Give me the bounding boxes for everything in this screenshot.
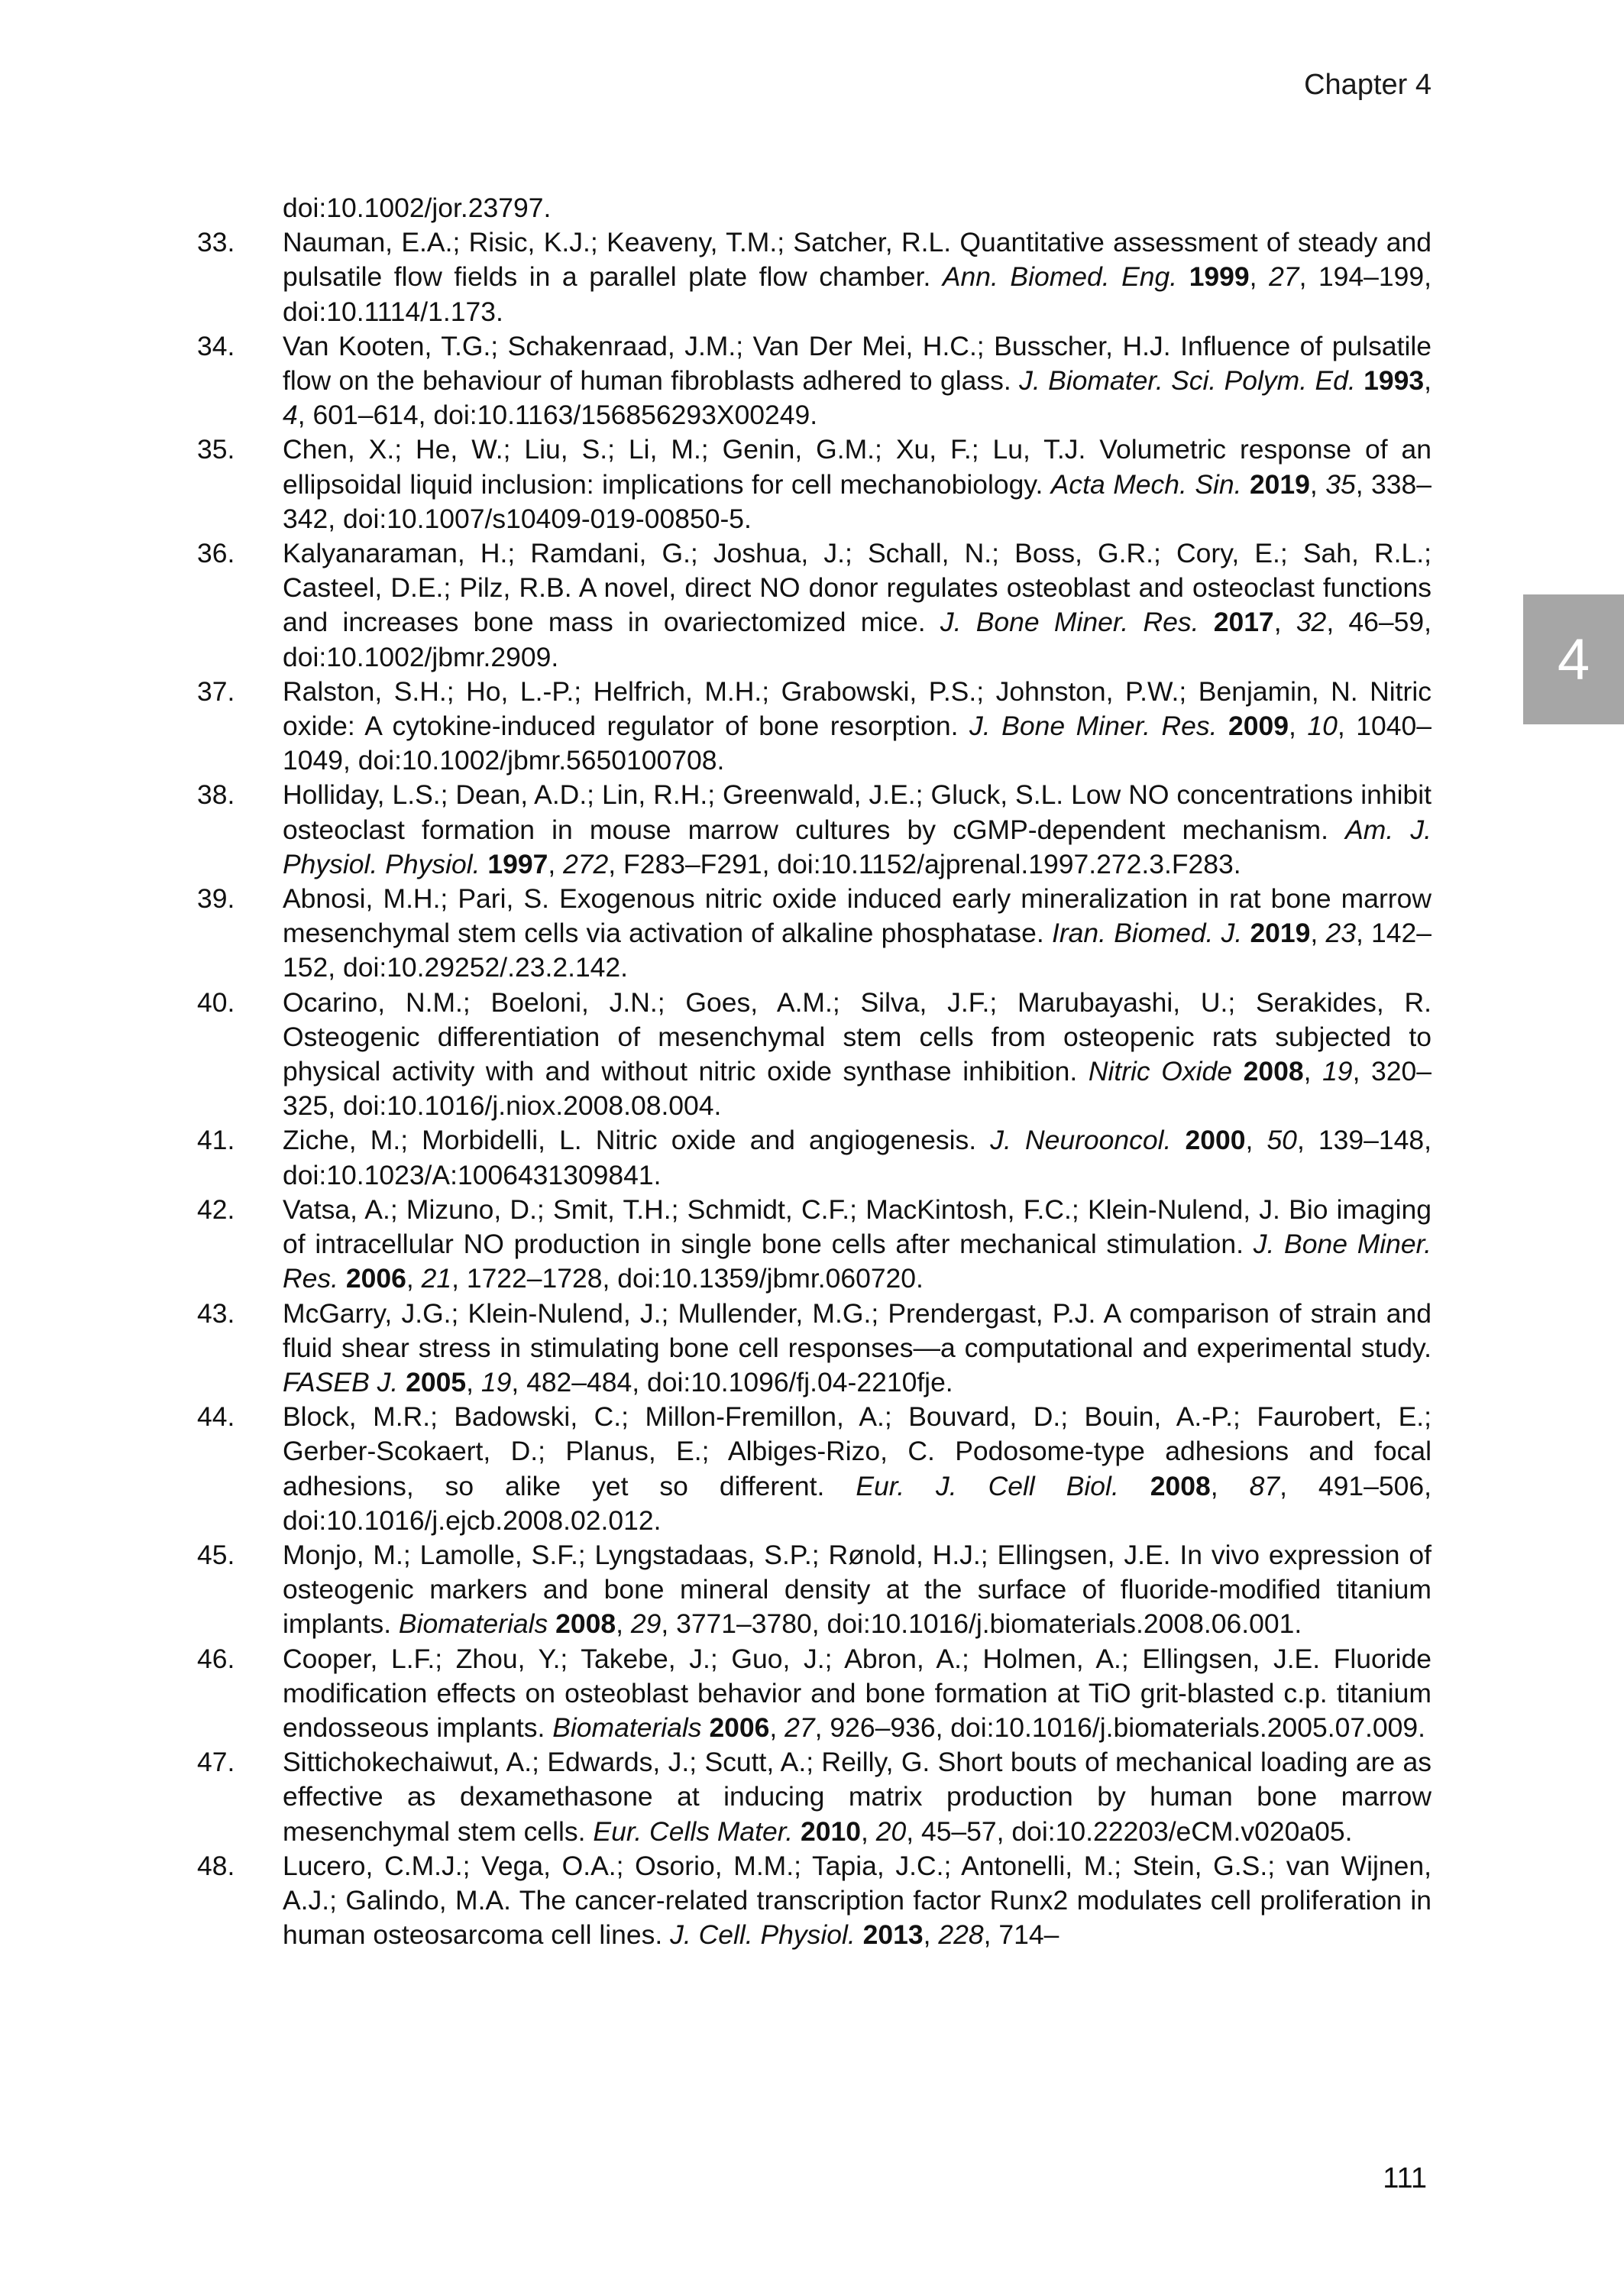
reference-item xyxy=(197,536,1432,675)
reference-segment xyxy=(793,1816,801,1847)
reference-number: 48. xyxy=(197,1850,235,1881)
reference-segment xyxy=(702,1712,710,1743)
reference-item xyxy=(197,1538,1432,1642)
reference-segment: Holliday, L.S.; Dean, A.D.; Lin, R.H.; Greenwald, J.E.; Gluck, S.L. Low NO concentrations inhibit osteoclast formation in mouse marrow cultures by cGMP-dependent mechanism. xyxy=(283,779,1432,845)
reference-segment xyxy=(1232,1056,1244,1087)
reference-segment: , 142–152, doi:10.29252/.23.2.142. xyxy=(283,918,1432,983)
reference-item xyxy=(197,1849,1432,1953)
reference-item xyxy=(197,1400,1432,1538)
reference-text xyxy=(283,778,1432,882)
reference-segment xyxy=(548,1608,555,1639)
reference-number: 33. xyxy=(197,227,235,258)
running-head-chapter: Chapter 4 xyxy=(1304,69,1432,101)
reference-journal: J. Neurooncol. xyxy=(990,1125,1172,1156)
reference-year: 1999 xyxy=(1189,261,1250,293)
reference-journal: 35 xyxy=(1325,468,1356,500)
reference-segment: , 714– xyxy=(983,1919,1059,1951)
reference-segment: , 320–325, doi:10.1016/j.niox.2008.08.004. xyxy=(283,1056,1432,1122)
reference-journal: Eur. Cells Mater. xyxy=(593,1815,794,1847)
reference-segment xyxy=(1217,711,1228,741)
reference-item xyxy=(197,986,1432,1124)
reference-number: 42. xyxy=(197,1193,235,1225)
reference-number: 40. xyxy=(197,986,235,1018)
reference-segment: , 482–484, doi:10.1096/fj.04-2210fje. xyxy=(511,1366,953,1397)
reference-text xyxy=(283,1193,1432,1297)
reference-text xyxy=(283,432,1432,536)
reference-segment: Ralston, S.H.; Ho, L.-P.; Helfrich, M.H.; Grabowski, P.S.; Johnston, P.W.; Benjamin, N. Nitric oxide: A cytokine-induced regulator of bone resorption. xyxy=(283,675,1432,742)
reference-number: 45. xyxy=(197,1539,235,1570)
reference-segment: Ziche, M.; Morbidelli, L. Nitric oxide and angiogenesis. xyxy=(283,1125,991,1156)
reference-segment: , xyxy=(1249,261,1270,293)
reference-journal: 228 xyxy=(938,1919,984,1951)
reference-segment: Monjo, M.; Lamolle, S.F.; Lyngstadaas, S.P.; Rønold, H.J.; Ellingsen, J.E. In vivo expression of osteogenic markers and bone mineral density at the surface of fluoride-modified titanium implants. xyxy=(283,1539,1432,1640)
reference-segment: Sittichokechaiwut, A.; Edwards, J.; Scutt, A.; Reilly, G. Short bouts of mechanical loading are as effective as dexamethasone at inducing matrix production by human bone marrow mesenchymal stem cells. xyxy=(283,1747,1432,1847)
reference-year: 2010 xyxy=(801,1815,861,1847)
reference-segment: , xyxy=(1303,1056,1323,1087)
reference-item xyxy=(197,191,1432,225)
reference-number: 39. xyxy=(197,883,235,915)
reference-journal: 21 xyxy=(421,1263,452,1294)
reference-segment: , F283–F291, doi:10.1152/ajprenal.1997.272.3.F283. xyxy=(608,848,1241,879)
reference-year: 1997 xyxy=(487,848,548,879)
reference-segment: , xyxy=(1288,711,1308,742)
reference-segment: doi:10.1002/jor.23797. xyxy=(283,193,552,223)
reference-segment xyxy=(856,1919,863,1950)
reference-segment xyxy=(1171,1125,1185,1155)
reference-journal: 27 xyxy=(785,1712,815,1743)
reference-journal: Eur. J. Cell Biol. xyxy=(856,1470,1119,1501)
reference-segment xyxy=(398,1367,406,1397)
reference-text xyxy=(283,536,1432,675)
reference-segment: , 338–342, doi:10.1007/s10409-019-00850-5. xyxy=(283,468,1432,534)
reference-text xyxy=(283,675,1432,779)
reference-year: 2013 xyxy=(862,1919,924,1951)
reference-segment: Cooper, L.F.; Zhou, Y.; Takebe, J.; Guo, J.; Abron, A.; Holmen, A.; Ellingsen, J.E. Fluoride modification effects on osteoblast behavior and bone formation at TiO grit-blasted c.p. titanium endosseous implants. xyxy=(283,1643,1432,1743)
reference-text xyxy=(283,1642,1432,1746)
reference-segment: Block, M.R.; Badowski, C.; Millon-Fremillon, A.; Bouvard, D.; Bouin, A.-P.; Faurobert, E.; Gerber-Scokaert, D.; Planus, E.; Albiges-Rizo, C. Podosome-type adhesions and focal adhesions, so alike yet so different. xyxy=(283,1401,1432,1501)
reference-journal: 29 xyxy=(630,1608,662,1640)
reference-segment: , 139–148, doi:10.1023/A:1006431309841. xyxy=(283,1125,1432,1190)
reference-journal: J. Bone Miner. Res. xyxy=(283,1229,1432,1294)
reference-segment: , xyxy=(616,1608,631,1640)
reference-text xyxy=(283,1297,1432,1401)
reference-number xyxy=(197,191,283,225)
reference-journal: Ann. Biomed. Eng. xyxy=(942,261,1178,293)
reference-item xyxy=(197,1123,1432,1192)
reference-year: 2008 xyxy=(1243,1056,1304,1087)
reference-number: 38. xyxy=(197,779,235,811)
reference-number: 35. xyxy=(197,434,235,465)
reference-item xyxy=(197,675,1432,779)
reference-journal: J. Bone Miner. Res. xyxy=(969,711,1218,742)
reference-segment: Vatsa, A.; Mizuno, D.; Smit, T.H.; Schmidt, C.F.; MacKintosh, F.C.; Klein-Nulend, J. Bio imaging of intracellular NO production in single bone cells after mechanical stimulation. xyxy=(283,1193,1432,1260)
reference-segment: , xyxy=(1245,1125,1267,1156)
reference-segment: , xyxy=(1424,365,1432,397)
reference-number: 41. xyxy=(197,1125,235,1156)
reference-journal: FASEB J. xyxy=(283,1366,399,1397)
reference-journal: Biomaterials xyxy=(552,1712,702,1743)
reference-segment: , xyxy=(1210,1470,1250,1501)
reference-text xyxy=(283,1538,1432,1642)
reference-segment: McGarry, J.G.; Klein-Nulend, J.; Mullender, M.G.; Prendergast, P.J. A comparison of strain and fluid shear stress in stimulating bone cell responses—a computational and experimental study. xyxy=(283,1297,1432,1363)
reference-number: 46. xyxy=(197,1643,235,1674)
reference-segment xyxy=(1119,1471,1150,1501)
reference-year: 1993 xyxy=(1364,365,1425,397)
reference-segment: , 3771–3780, doi:10.1016/j.biomaterials.2008.06.001. xyxy=(661,1608,1302,1640)
reference-item xyxy=(197,1193,1432,1297)
reference-year: 2019 xyxy=(1250,918,1311,949)
reference-item xyxy=(197,432,1432,536)
reference-number: 47. xyxy=(197,1747,235,1778)
reference-year: 2009 xyxy=(1228,711,1289,742)
reference-item xyxy=(197,882,1432,986)
reference-segment: , 194–199, doi:10.1114/1.173. xyxy=(283,261,1432,327)
reference-journal: 10 xyxy=(1307,711,1338,742)
reference-text xyxy=(283,1745,1432,1849)
reference-year: 2006 xyxy=(345,1263,406,1294)
reference-year: 2008 xyxy=(555,1608,616,1640)
page-number: 111 xyxy=(1383,2162,1427,2194)
reference-text xyxy=(283,225,1432,329)
reference-list xyxy=(197,191,1432,1952)
reference-segment: Nauman, E.A.; Risic, K.J.; Keaveny, T.M.; Satcher, R.L. Quantitative assessment of steady and pulsatile flow fields in a parallel plate flow chamber. xyxy=(283,227,1432,293)
reference-journal: 32 xyxy=(1296,607,1327,638)
reference-text xyxy=(283,1400,1432,1538)
reference-segment: Ocarino, N.M.; Boeloni, J.N.; Goes, A.M.; Silva, J.F.; Marubayashi, U.; Serakides, R. Osteogenic differentiation of mesenchymal stem cells from osteopenic rats subjected to physical activity with and without nitric oxide synthase inhibition. xyxy=(283,986,1432,1087)
reference-text xyxy=(283,329,1432,433)
reference-item xyxy=(197,1642,1432,1746)
reference-segment: , xyxy=(466,1366,481,1397)
reference-year: 2017 xyxy=(1213,607,1274,638)
reference-journal: Iran. Biomed. J. xyxy=(1051,918,1243,949)
reference-year: 2000 xyxy=(1185,1125,1246,1156)
reference-segment xyxy=(1242,469,1250,500)
reference-segment xyxy=(338,1263,346,1294)
reference-segment: , xyxy=(860,1815,876,1847)
reference-segment: , 45–57, doi:10.22203/eCM.v020a05. xyxy=(906,1815,1353,1847)
reference-segment: , 46–59, doi:10.1002/jbmr.2909. xyxy=(283,607,1432,672)
reference-segment: Lucero, C.M.J.; Vega, O.A.; Osorio, M.M.; Tapia, J.C.; Antonelli, M.; Stein, G.S.; van Wijnen, A.J.; Galindo, M.A. The cancer-related transcription factor Runx2 modulates cell proliferation in human osteosarcoma cell lines. xyxy=(283,1850,1432,1951)
reference-segment: , 1722–1728, doi:10.1359/jbmr.060720. xyxy=(451,1263,924,1294)
reference-item xyxy=(197,329,1432,433)
reference-journal: J. Cell. Physiol. xyxy=(670,1919,856,1951)
reference-text xyxy=(283,1123,1432,1192)
reference-text xyxy=(283,1849,1432,1953)
reference-segment: , xyxy=(923,1919,939,1951)
reference-number: 34. xyxy=(197,330,235,361)
chapter-thumb-tab xyxy=(1523,594,1624,724)
reference-year: 2006 xyxy=(709,1712,770,1743)
reference-journal: 19 xyxy=(480,1366,512,1397)
reference-item xyxy=(197,1297,1432,1401)
reference-segment xyxy=(1242,918,1250,948)
reference-journal: 27 xyxy=(1269,261,1299,293)
reference-journal: 272 xyxy=(563,848,609,879)
reference-segment: , 601–614, doi:10.1163/156856293X00249. xyxy=(297,400,818,431)
reference-journal: J. Bone Miner. Res. xyxy=(940,607,1199,638)
reference-segment: , xyxy=(769,1712,785,1743)
reference-segment: , xyxy=(548,848,564,879)
reference-segment xyxy=(1177,261,1189,292)
reference-segment: Chen, X.; He, W.; Liu, S.; Li, M.; Genin, G.M.; Xu, F.; Lu, T.J. Volumetric response of an ellipsoidal liquid inclusion: implications for cell mechanobiology. xyxy=(283,434,1432,500)
reference-text xyxy=(283,882,1432,986)
chapter-tab-label: 4 xyxy=(1557,627,1590,692)
reference-journal: Am. J. Physiol. Physiol. xyxy=(283,814,1432,879)
reference-journal: J. Biomater. Sci. Polym. Ed. xyxy=(1019,365,1356,397)
reference-number: 43. xyxy=(197,1297,235,1329)
reference-number: 37. xyxy=(197,675,235,707)
reference-journal: 87 xyxy=(1249,1470,1280,1501)
reference-item xyxy=(197,1745,1432,1849)
reference-segment: Van Kooten, T.G.; Schakenraad, J.M.; Van Der Mei, H.C.; Busscher, H.J. Influence of pulsatile flow on the behaviour of human fibroblasts adhered to glass. xyxy=(283,330,1432,397)
reference-item xyxy=(197,778,1432,882)
reference-segment: Kalyanaraman, H.; Ramdani, G.; Joshua, J.; Schall, N.; Boss, G.R.; Cory, E.; Sah, R.L.; Casteel, D.E.; Pilz, R.B. A novel, direct NO donor regulates osteoblast and osteoclast functions and increases bone mass in ovariectomized mice. xyxy=(283,538,1432,638)
reference-year: 2008 xyxy=(1150,1470,1211,1501)
reference-journal: 50 xyxy=(1267,1125,1297,1156)
reference-number: 44. xyxy=(197,1401,235,1433)
reference-segment: , xyxy=(1309,468,1326,500)
reference-segment: , xyxy=(1273,607,1296,638)
reference-segment: , xyxy=(1310,918,1326,949)
reference-text xyxy=(283,986,1432,1124)
reference-text xyxy=(283,191,1432,225)
reference-journal: 23 xyxy=(1325,918,1356,949)
reference-segment: , 491–506, doi:10.1016/j.ejcb.2008.02.012. xyxy=(283,1470,1432,1536)
reference-segment: Abnosi, M.H.; Pari, S. Exogenous nitric oxide induced early mineralization in rat bone marrow mesenchymal stem cells via activation of alkaline phosphatase. xyxy=(283,883,1432,949)
reference-segment xyxy=(1356,365,1364,396)
reference-year: 2019 xyxy=(1249,468,1310,500)
reference-journal: Acta Mech. Sin. xyxy=(1050,468,1242,500)
reference-number: 36. xyxy=(197,538,235,569)
reference-year: 2005 xyxy=(406,1366,467,1397)
reference-journal: Biomaterials xyxy=(398,1608,548,1640)
reference-journal: 4 xyxy=(283,400,298,431)
reference-segment: , 926–936, doi:10.1016/j.biomaterials.2005.07.009. xyxy=(814,1712,1426,1743)
reference-item xyxy=(197,225,1432,329)
reference-segment xyxy=(480,849,487,879)
reference-journal: 20 xyxy=(875,1815,907,1847)
reference-journal: 19 xyxy=(1322,1056,1353,1087)
reference-journal: Nitric Oxide xyxy=(1088,1056,1233,1087)
reference-segment xyxy=(1199,607,1213,637)
reference-segment: , 1040–1049, doi:10.1002/jbmr.5650100708. xyxy=(283,711,1432,776)
reference-segment: , xyxy=(406,1263,422,1294)
